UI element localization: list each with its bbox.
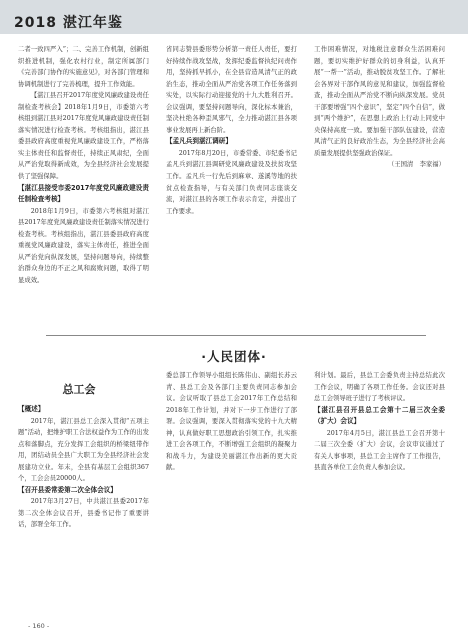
article-paragraph: 二者一致四严入”；二、完善工作机制，创新组织推进机制，强化农村行业，制定所属部门《完善部门协作的实施意见》，对各部门管理和协调机制进行了完善梳理，提升工作效能。 bbox=[18, 46, 149, 88]
article-paragraph: 利计划。最后，县总工会委负责主持总结此次工作会议，明确了各项工作任务。会议还对县总工会领导班子进行了考核评议。 bbox=[314, 372, 445, 403]
article-column-5 bbox=[166, 370, 297, 612]
article-paragraph: 2017年3月27日，中共湛江县委2017年第二次全体会议召开，县委书记作了重要讲话，部署全年工作。 bbox=[18, 498, 149, 529]
section-heading: ·人民团体· bbox=[201, 349, 267, 364]
article-paragraph: 【湛江县召开2017年度党风廉政建设责任制检查考核会】2018年1月9日，市委第六考核组到湛江县对2017年度党风廉政建设责任制落实情况进行检查考核。考核组指出，湛江县委县政府高度重视党风廉政建设工作，严格落实主体责任和监督责任，持续正风肃纪，全面从严治党取得新成效，为全县经济社会发展提供了坚强保障。 bbox=[18, 92, 149, 181]
yearbook-title: 2018 湛江年鉴 bbox=[14, 15, 123, 31]
article-author: （王国清 李家福） bbox=[387, 161, 445, 169]
page-number: - 160 - bbox=[28, 622, 50, 630]
article-paragraph: 省同志赞县委形势分析第一责任人责任，要打好持续作战攻坚战，发挥纪委监督执纪问责作用，坚持抓早抓小，在全县营造风清气正的政治生态，推动全面从严治党各项工作任务落到实处，以实际行动迎接党的十九大胜利召开。会议强调，要坚持问题导向，深化标本兼治，坚决杜绝各种歪风邪气，全力推动湛江县各项事业发展再上新台阶。 bbox=[166, 46, 297, 134]
article-column-6 bbox=[314, 370, 445, 612]
article-heading: 【召开县委常委第二次全体会议】 bbox=[18, 485, 117, 494]
article-heading: 【湛江县召开县总工会第十二届三次全委（扩大）会议】 bbox=[314, 405, 445, 426]
article-paragraph: 工作困难情况，对地税注意群众生活困难问题，要切实维护好群众的切身利益，认真开展“一帮一”活动，推动脱贫攻坚工作。了解社会各界对干部作风的意见和建议，加强监督检查，推动全面从严治党不断向纵深发展。党员干部要增强“四个意识”，坚定“四个自信”，做到“两个维护”，在思想上政治上行动上同党中央保持高度一致。要加强干部队伍建设，营造风清气正的良好政治生态，为全县经济社会高质量发展提供坚强政治保证。 bbox=[314, 46, 445, 157]
subsection-title: 总工会 bbox=[62, 383, 96, 396]
article-paragraph: 2017年，湛江县总工会深入贯彻“五项主题”活动，把维护职工合法权益作为工作的出发点和落脚点，充分发挥工会组织的桥梁纽带作用，团结动员全县广大职工为全县经济社会发展建功立业。年末，全县有基层工会组织367个，工会会员20000人。 bbox=[18, 417, 149, 483]
article-paragraph: 2017年8月20日，市委常委、市纪委书记孟凡兵到湛江县调研党风廉政建设及扶贫攻坚工作。孟凡兵一行先后到麻章、遂溪等地的扶贫点检查指导，与有关部门负责同志座谈交流，对湛江县的各项工作表示肯定，并提出了工作要求。 bbox=[166, 149, 297, 215]
article-heading: 【孟凡兵到湛江调研】 bbox=[166, 137, 232, 146]
article-heading: 【概述】 bbox=[18, 405, 45, 413]
article-heading: 【湛江县接受市委2017年度党风廉政建设责任制检查考核】 bbox=[18, 183, 149, 204]
article-column-1 bbox=[18, 44, 149, 326]
article-column-2 bbox=[166, 44, 297, 326]
article-column-4 bbox=[18, 404, 149, 612]
article-paragraph: 2018年1月9日，市委第六考核组对湛江县2017年度党风廉政建设责任制落实情况进行检查考核。考核组指出，湛江县委县政府高度重视党风廉政建设，落实主体责任，推进全面从严治党向纵深发展，坚持问题导向，持续整治群众身边的不正之风和腐败问题，取得了明显成效。 bbox=[18, 207, 149, 284]
article-paragraph: 2017年4月5日，湛江县总工会召开第十二届三次全委（扩大）会议，会议审议通过了有关人事事项，县总工会主席作了工作报告，县直各单位工会负责人参加会议。 bbox=[314, 429, 445, 472]
section-divider bbox=[46, 335, 426, 336]
article-column-3 bbox=[314, 44, 445, 326]
article-paragraph: 委总部工作领导小组组长陈伟山、副组长苏云青、县总工会及各部门主要负责同志参加会议。会议听取了县总工会2017年工作总结和2018年工作计划，并对下一步工作进行了部署。会议强调，要深入贯彻落实党的十九大精神，认真做好职工思想政治引领工作，扎实推进工会各项工作，不断增强工会组织的凝聚力和战斗力，为建设美丽湛江作出新的更大贡献。 bbox=[166, 372, 297, 472]
